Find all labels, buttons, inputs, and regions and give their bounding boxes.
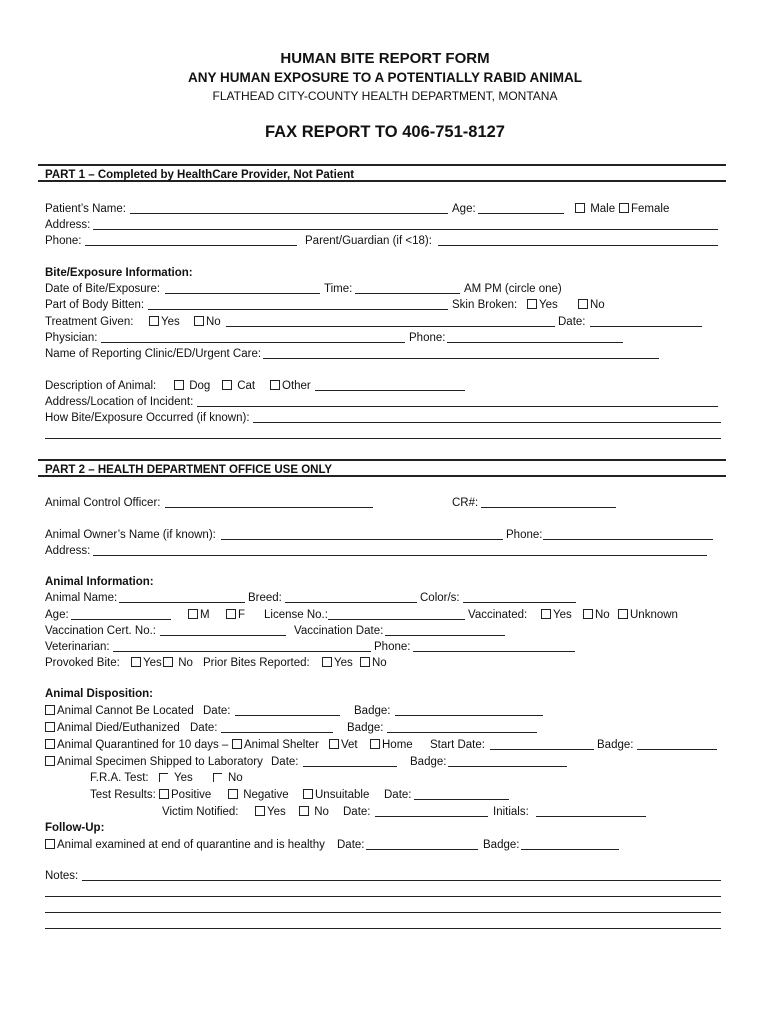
veterinarian-label: Veterinarian: <box>45 641 110 653</box>
animal-age-label: Age: <box>45 609 69 621</box>
age-field[interactable] <box>478 213 564 214</box>
victim-date-field[interactable] <box>375 816 488 817</box>
color-label: Color/s: <box>420 592 460 604</box>
dog-checkbox[interactable] <box>174 380 184 390</box>
fax-number: FAX REPORT TO 406-751-8127 <box>265 123 505 141</box>
bite-date-field[interactable] <box>165 293 320 294</box>
dog-option[interactable]: Dog <box>174 379 210 393</box>
home-option[interactable]: Home <box>370 738 413 752</box>
examined-date-label: Date: <box>337 839 365 851</box>
body-part-field[interactable] <box>148 309 448 310</box>
part2-header: PART 2 – HEALTH DEPARTMENT OFFICE USE ONLY <box>38 459 726 477</box>
owner-label: Animal Owner’s Name (if known): <box>45 529 216 541</box>
specimen-badge-label: Badge: <box>410 756 447 768</box>
other-option[interactable]: Other <box>270 379 311 393</box>
treatment-yes[interactable]: Yes <box>149 315 180 329</box>
provoked-yes-checkbox[interactable] <box>131 657 141 667</box>
initials-field[interactable] <box>536 816 646 817</box>
vaccinated-label: Vaccinated: <box>468 609 528 621</box>
guardian-label: Parent/Guardian (if <18): <box>305 235 432 247</box>
phone-field[interactable] <box>85 245 297 246</box>
clinic-field[interactable] <box>263 358 659 359</box>
treatment-no[interactable]: No <box>194 315 221 329</box>
specimen-option[interactable]: Animal Specimen Shipped to Laboratory <box>45 755 263 769</box>
am-pm-label: AM PM (circle one) <box>464 283 562 295</box>
vacc-date-field[interactable] <box>385 635 505 636</box>
provoked-no-checkbox[interactable] <box>163 657 173 667</box>
specimen-checkbox[interactable] <box>45 756 55 766</box>
specimen-badge-field[interactable] <box>448 766 567 767</box>
vet-phone-field[interactable] <box>413 651 575 652</box>
vacc-unknown[interactable]: Unknown <box>618 608 678 622</box>
form-subtitle: ANY HUMAN EXPOSURE TO A POTENTIALLY RABID ANIMAL <box>187 70 583 85</box>
cannot-locate-checkbox[interactable] <box>45 705 55 715</box>
male-checkbox[interactable] <box>575 203 585 213</box>
form-title: HUMAN BITE REPORT FORM <box>280 50 490 67</box>
vacc-unknown-checkbox[interactable] <box>618 609 628 619</box>
skin-yes-checkbox[interactable] <box>527 299 537 309</box>
victim-no-checkbox[interactable] <box>299 806 309 816</box>
negative-option[interactable]: Negative <box>228 788 289 802</box>
prior-no-checkbox[interactable] <box>360 657 370 667</box>
provoked-label: Provoked Bite: <box>45 657 120 669</box>
address-label: Address: <box>45 219 91 231</box>
fra-no[interactable]: No <box>213 771 243 785</box>
victim-label: Victim Notified: <box>162 806 239 818</box>
died-badge-field[interactable] <box>387 732 537 733</box>
treatment-field[interactable] <box>226 326 555 327</box>
guardian-field[interactable] <box>438 245 718 246</box>
physician-label: Physician: <box>45 332 98 344</box>
died-date-field[interactable] <box>221 732 333 733</box>
unsuitable-checkbox[interactable] <box>303 789 313 799</box>
cannot-locate-badge-label: Badge: <box>354 705 391 717</box>
start-date-field[interactable] <box>490 749 594 750</box>
examined-date-field[interactable] <box>366 849 478 850</box>
fra-no-checkbox[interactable] <box>213 773 222 782</box>
prior-yes-checkbox[interactable] <box>322 657 332 667</box>
cannot-locate-date-field[interactable] <box>235 715 340 716</box>
vet-checkbox[interactable] <box>329 739 339 749</box>
results-date-field[interactable] <box>414 799 509 800</box>
notes-field[interactable] <box>82 880 721 881</box>
skin-broken-yes[interactable]: Yes <box>527 298 558 312</box>
location-label: Address/Location of Incident: <box>45 396 194 408</box>
owner-phone-label: Phone: <box>506 529 543 541</box>
patient-name-label: Patient’s Name: <box>45 203 126 215</box>
bite-date-label: Date of Bite/Exposure: <box>45 283 161 295</box>
location-field[interactable] <box>197 406 718 407</box>
notes-line-2[interactable] <box>45 896 721 897</box>
died-option[interactable]: Animal Died/Euthanized <box>45 721 180 735</box>
results-date-label: Date: <box>384 789 412 801</box>
results-label: Test Results: <box>90 789 156 801</box>
cannot-locate-date-label: Date: <box>203 705 231 717</box>
address-field[interactable] <box>93 229 718 230</box>
negative-checkbox[interactable] <box>228 789 238 799</box>
prior-no[interactable]: No <box>360 656 387 670</box>
male-option[interactable]: M <box>188 608 210 622</box>
vet-option[interactable]: Vet <box>329 738 358 752</box>
victim-yes[interactable]: Yes <box>255 805 286 819</box>
vacc-date-label: Vaccination Date: <box>294 625 384 637</box>
specimen-date-field[interactable] <box>303 766 397 767</box>
unsuitable-option[interactable]: Unsuitable <box>303 788 369 802</box>
phone-label: Phone: <box>45 235 82 247</box>
cat-checkbox[interactable] <box>222 380 232 390</box>
fra-yes[interactable]: Yes <box>159 771 193 785</box>
owner-field[interactable] <box>221 539 503 540</box>
examined-option[interactable]: Animal examined at end of quarantine and is healthy <box>45 838 325 852</box>
cr-field[interactable] <box>481 507 616 508</box>
license-label: License No.: <box>264 609 328 621</box>
died-badge-label: Badge: <box>347 722 384 734</box>
age-label: Age: <box>452 203 476 215</box>
vet-phone-label: Phone: <box>374 641 411 653</box>
quarantine-badge-label: Badge: <box>597 739 634 751</box>
start-date-label: Start Date: <box>430 739 485 751</box>
examined-checkbox[interactable] <box>45 839 55 849</box>
examined-badge-label: Badge: <box>483 839 520 851</box>
m-checkbox[interactable] <box>188 609 198 619</box>
f-checkbox[interactable] <box>226 609 236 619</box>
owner-phone-field[interactable] <box>543 539 713 540</box>
time-field[interactable] <box>355 293 460 294</box>
clinic-label: Name of Reporting Clinic/ED/Urgent Care: <box>45 348 262 360</box>
fra-yes-checkbox[interactable] <box>159 773 168 782</box>
physician-field[interactable] <box>101 342 405 343</box>
skin-broken-no[interactable]: No <box>578 298 605 312</box>
aco-field[interactable] <box>165 507 373 508</box>
patient-name-field[interactable] <box>130 213 448 214</box>
victim-date-label: Date: <box>343 806 371 818</box>
owner-address-field[interactable] <box>93 555 707 556</box>
notes-line-3[interactable] <box>45 912 721 913</box>
quarantine-option[interactable]: Animal Quarantined for 10 days – <box>45 738 228 752</box>
initials-label: Initials: <box>493 806 529 818</box>
color-field[interactable] <box>463 602 576 603</box>
shelter-option[interactable]: Animal Shelter <box>232 738 319 752</box>
owner-address-label: Address: <box>45 545 91 557</box>
physician-phone-field[interactable] <box>447 342 623 343</box>
specimen-date-label: Date: <box>271 756 299 768</box>
department-name: FLATHEAD CITY-COUNTY HEALTH DEPARTMENT, MONTANA <box>212 89 558 103</box>
part1-header: PART 1 – Completed by HealthCare Provider, Not Patient <box>38 164 726 182</box>
provoked-yes[interactable]: Yes <box>131 656 162 670</box>
how-field-continued[interactable] <box>45 438 721 439</box>
victim-yes-checkbox[interactable] <box>255 806 265 816</box>
animal-age-field[interactable] <box>71 619 171 620</box>
quarantine-badge-field[interactable] <box>637 749 717 750</box>
female-option[interactable]: F <box>226 608 245 622</box>
how-label: How Bite/Exposure Occurred (if known): <box>45 412 250 424</box>
fra-label: F.R.A. Test: <box>90 772 149 784</box>
cr-label: CR#: <box>452 497 479 509</box>
treatment-date-field[interactable] <box>590 326 702 327</box>
died-checkbox[interactable] <box>45 722 55 732</box>
died-date-label: Date: <box>190 722 218 734</box>
skin-no-checkbox[interactable] <box>578 299 588 309</box>
positive-checkbox[interactable] <box>159 789 169 799</box>
aco-label: Animal Control Officer: <box>45 497 161 509</box>
description-label: Description of Animal: <box>45 380 157 392</box>
license-field[interactable] <box>328 619 465 620</box>
notes-line-4[interactable] <box>45 928 721 929</box>
cannot-locate-badge-field[interactable] <box>395 715 543 716</box>
skin-broken-label: Skin Broken: <box>452 299 518 311</box>
breed-field[interactable] <box>285 602 417 603</box>
vacc-yes-checkbox[interactable] <box>541 609 551 619</box>
vacc-cert-label: Vaccination Cert. No.: <box>45 625 157 637</box>
how-field[interactable] <box>253 422 721 423</box>
provoked-no[interactable]: No <box>163 656 193 670</box>
notes-label: Notes: <box>45 870 79 882</box>
positive-option[interactable]: Positive <box>159 788 211 802</box>
animal-name-field[interactable] <box>119 602 245 603</box>
cat-option[interactable]: Cat <box>222 379 255 393</box>
cannot-locate-option[interactable]: Animal Cannot Be Located <box>45 704 194 718</box>
breed-label: Breed: <box>248 592 282 604</box>
shelter-checkbox[interactable] <box>232 739 242 749</box>
quarantine-checkbox[interactable] <box>45 739 55 749</box>
animal-name-label: Animal Name: <box>45 592 118 604</box>
prior-yes[interactable]: Yes <box>322 656 353 670</box>
female-option[interactable]: Female <box>619 202 669 216</box>
treatment-yes-checkbox[interactable] <box>149 316 159 326</box>
other-field[interactable] <box>315 390 465 391</box>
vacc-cert-field[interactable] <box>160 635 286 636</box>
body-part-label: Part of Body Bitten: <box>45 299 145 311</box>
vacc-no-checkbox[interactable] <box>583 609 593 619</box>
treatment-label: Treatment Given: <box>45 316 134 328</box>
treatment-date-label: Date: <box>558 316 586 328</box>
other-checkbox[interactable] <box>270 380 280 390</box>
form-page: HUMAN BITE REPORT FORM ANY HUMAN EXPOSURE TO A POTENTIALLY RABID ANIMAL FLATHEAD CITY-COUNTY HEALTH DEPARTMENT, MONTANA FAX REPORT TO 406-751-8127 PART 1 – Completed by HealthCare Provider, Not Patient Patient’s Name: Age: Male Female Address: Phone: Parent/Guardian (if <18): Bite/Exposure Information: Date of Bite/Exposure: Time: AM PM (circle one) Part of Body Bitten: Skin Broken: Yes No Treatment Given: Yes No Date: Physician: Phone: Name of Reporting Clinic/ED/Urgent Care: Description of Animal: Dog Cat Other Address/Location of Incident: How Bite/Exposure Occurred (if known): PART 2 – HEALTH DEPARTMENT OFFICE USE ONLY Animal Control Officer: CR#: Animal Owner’s Name (if known): Phone: Address: Animal Information: Animal Name: Breed: Color/s: Age: M F License No.: Vaccinated: Yes No Unknown Vaccination Cert. No.: Vaccination Date: Veterinarian: Phone: Provoked Bite: Yes No Prior Bites Reported: Yes No Animal Disposition: Animal Cannot Be Located Date: Badge: Animal Died/Euthanized Date: Badge: Animal Quarantined for 10 days – Animal Shelter Vet Home Start Date: Badge: Animal Specimen Shipped to Laboratory Date: Badge: F.R.A. Test: Yes No Test Results: Positive Negative Unsuitable Date: Victim Notified: Yes No Date: Initials: Follow-Up: Animal examined at end of quarantine and is healthy Date: Badge: Notes: <box>0 0 770 1024</box>
vacc-no[interactable]: No <box>583 608 610 622</box>
physician-phone-label: Phone: <box>409 332 446 344</box>
veterinarian-field[interactable] <box>113 651 371 652</box>
time-label: Time: <box>324 283 353 295</box>
female-checkbox[interactable] <box>619 203 629 213</box>
vacc-yes[interactable]: Yes <box>541 608 572 622</box>
home-checkbox[interactable] <box>370 739 380 749</box>
examined-badge-field[interactable] <box>521 849 619 850</box>
victim-no[interactable]: No <box>299 805 329 819</box>
male-option[interactable]: Male <box>575 202 615 216</box>
treatment-no-checkbox[interactable] <box>194 316 204 326</box>
prior-bites-label: Prior Bites Reported: <box>203 657 310 669</box>
